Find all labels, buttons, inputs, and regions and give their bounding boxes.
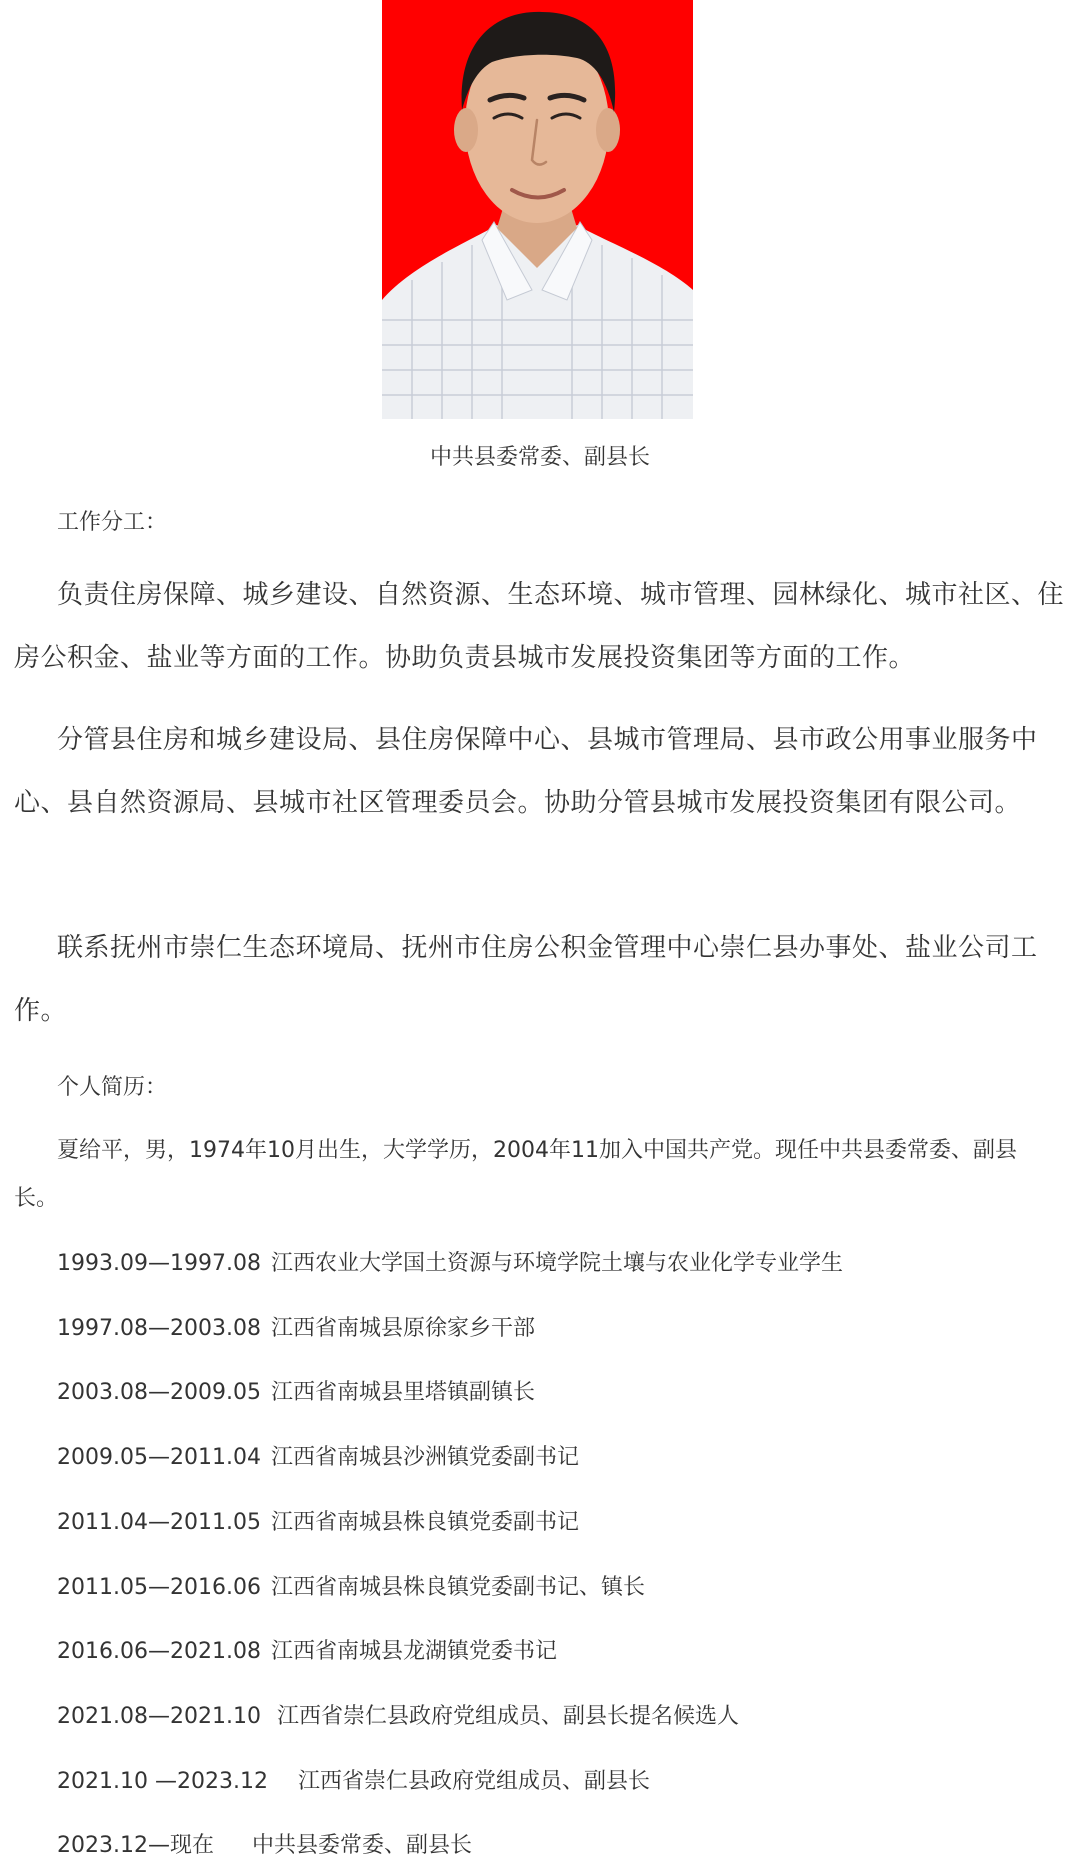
resume-date: 2021.10 —2023.12 — [57, 1769, 268, 1794]
resume-entry — [57, 1309, 535, 1349]
resume-desc: 江西省南城县原徐家乡干部 — [270, 1316, 535, 1341]
resume-desc: 江西省崇仁县政府党组成员、副县长提名候选人 — [276, 1704, 739, 1729]
resume-desc: 江西省南城县里塔镇副镇长 — [270, 1380, 535, 1405]
resume-entry — [57, 1244, 843, 1284]
resume-date: 2016.06—2021.08 — [57, 1639, 261, 1664]
portrait-illustration — [382, 0, 693, 419]
resume-date: 1997.08—2003.08 — [57, 1316, 261, 1341]
duties-paragraph-1: 负责住房保障、城乡建设、自然资源、生态环境、城市管理、园林绿化、城市社区、住房公积金、盐业等方面的工作。协助负责县城市发展投资集团等方面的工作。 — [14, 580, 1065, 673]
resume-desc: 江西省崇仁县政府党组成员、副县长 — [297, 1769, 650, 1794]
resume-date: 2011.05—2016.06 — [57, 1575, 261, 1600]
resume-date: 2021.08—2021.10 — [57, 1704, 261, 1729]
intro-paragraph: 夏给平，男，1974年10月出生，大学学历，2004年11加入中国共产党。现任中共县委常委、副县长。 — [14, 1138, 1017, 1211]
resume-entry — [57, 1762, 650, 1802]
resume-entry — [57, 1632, 557, 1672]
duties-label: 工作分工： — [57, 510, 168, 535]
resume-desc: 中共县委常委、副县长 — [251, 1833, 472, 1858]
portrait-photo — [382, 0, 693, 419]
resume-entry — [57, 1697, 739, 1737]
resume-entry — [57, 1503, 579, 1543]
resume-date: 2003.08—2009.05 — [57, 1380, 261, 1405]
photo-caption: 中共县委常委、副县长 — [429, 445, 650, 470]
resume-date: 2023.12—现在 — [57, 1833, 214, 1858]
resume-date: 2009.05—2011.04 — [57, 1445, 261, 1470]
resume-desc: 江西省南城县株良镇党委副书记 — [270, 1510, 579, 1535]
resume-entry — [57, 1826, 472, 1866]
resume-desc: 江西省南城县株良镇党委副书记、镇长 — [270, 1575, 645, 1600]
resume-desc: 江西省南城县沙洲镇党委副书记 — [270, 1445, 579, 1470]
resume-date: 2011.04—2011.05 — [57, 1510, 261, 1535]
resume-entry — [57, 1568, 645, 1608]
resume-date: 1993.09—1997.08 — [57, 1251, 261, 1276]
resume-desc: 江西省南城县龙湖镇党委书记 — [270, 1639, 557, 1664]
resume-entry — [57, 1373, 535, 1413]
resume-desc: 江西农业大学国土资源与环境学院土壤与农业化学专业学生 — [270, 1251, 843, 1276]
duties-paragraph-3: 联系抚州市崇仁生态环境局、抚州市住房公积金管理中心崇仁县办事处、盐业公司工作。 — [14, 933, 1038, 1026]
resume-entry — [57, 1438, 579, 1478]
resume-label: 个人简历： — [57, 1075, 168, 1100]
duties-paragraph-2: 分管县住房和城乡建设局、县住房保障中心、县城市管理局、县市政公用事业服务中心、县自然资源局、县城市社区管理委员会。协助分管县城市发展投资集团有限公司。 — [14, 725, 1038, 818]
